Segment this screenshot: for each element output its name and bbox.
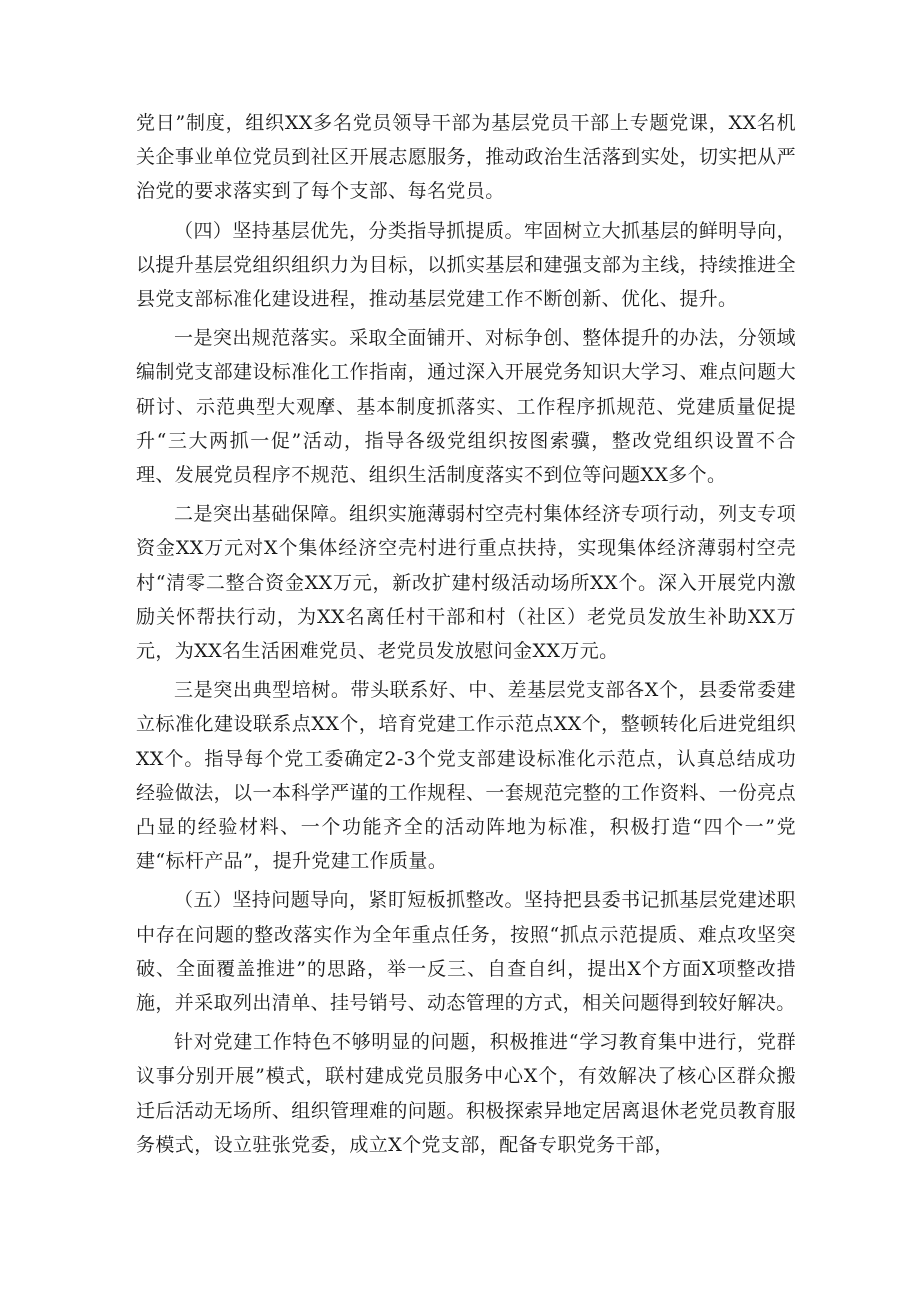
paragraph-section-five: （五）坚持问题导向，紧盯短板抓整改。坚持把县委书记抓基层党建述职中存在问题的整改落实作为全年重点任务，按照“抓点示范提质、难点攻坚突破、全面覆盖推进”的思路，举一反三、自查自纠，提出X个方面X项整改措施，并采取列出清单、挂号销号、动态管理的方式，相关问题得到较好解决。 bbox=[136, 889, 796, 1015]
paragraph-standardization: 一是突出规范落实。采取全面铺开、对标争创、整体提升的办法，分领域编制党支部建设标准化工作指南，通过深入开展党务知识大学习、难点问题大研讨、示范典型大观摩、基本制度抓落实、工作程序抓规范、党建质量促提升“三大两抓一促”活动，指导各级党组织按图索骥，整改党组织设置不合理、发展党员程序不规范、组织生活制度落实不到位等问题XX多个。 bbox=[136, 327, 796, 487]
paragraph-continuation: 党日”制度，组织XX多名党员领导干部为基层党员干部上专题党课，XX名机关企事业单位党员到社区开展志愿服务，推动政治生活落到实处，切实把从严治党的要求落实到了每个支部、每名党员。 bbox=[136, 112, 796, 203]
paragraph-foundation: 二是突出基础保障。组织实施薄弱村空壳村集体经济专项行动，列支专项资金XX万元对X个集体经济空壳村进行重点扶持，实现集体经济薄弱村空壳村“清零二整合资金XX万元，新改扩建村级活动场所XX个。深入开展党内激励关怀帮扶行动，为XX名离任村干部和村（社区）老党员发放生补助XX万元，为XX名生活困难党员、老党员发放慰问金XX万元。 bbox=[136, 503, 796, 663]
document-body bbox=[136, 106, 796, 1167]
paragraph-characteristics: 针对党建工作特色不够明显的问题，积极推进“学习教育集中进行，党群议事分别开展”模式，联村建成党员服务中心X个，有效解决了核心区群众搬迁后活动无场所、组织管理难的问题。积极探索异地定居离退休老党员教育服务模式，设立驻张党委，成立X个党支部，配备专职党务干部， bbox=[136, 1031, 796, 1156]
paragraph-section-four: （四）坚持基层优先，分类指导抓提质。牢固树立大抓基层的鲜明导向，以提升基层党组织组织力为目标，以抓实基层和建强支部为主线，持续推进全县党支部标准化建设进程，推动基层党建工作不断创新、优化、提升。 bbox=[136, 219, 796, 311]
paragraph-models: 三是突出典型培树。带头联系好、中、差基层党支部各X个，县委常委建立标准化建设联系点XX个，培育党建工作示范点XX个，整顿转化后进党组织XX个。指导每个党工委确定2-3个党支部建设标准化示范点，认真总结成功经验做法，以一本科学严谨的工作规程、一套规范完整的工作资料、一份亮点凸显的经验材料、一个功能齐全的活动阵地为标准，积极打造“四个一”党建“标杆产品”，提升党建工作质量。 bbox=[136, 679, 796, 873]
